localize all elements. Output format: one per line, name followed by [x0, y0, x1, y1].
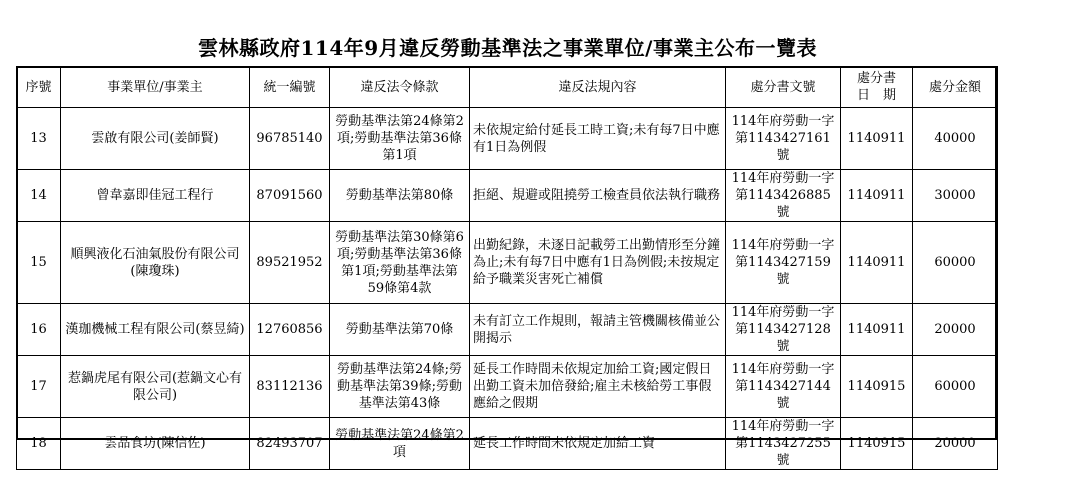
page-title: 雲林縣政府114年9月違反勞動基準法之事業單位/事業主公布一覽表 — [198, 36, 817, 60]
header-content: 違反法規內容 — [470, 67, 726, 108]
cell-id: 12760856 — [250, 304, 330, 356]
cell-seq: 18 — [17, 418, 61, 470]
cell-amount: 40000 — [913, 108, 998, 170]
cell-content: 延長工作時間未依規定加給工資 — [470, 418, 726, 470]
doc-line1: 114年府勞動一字 — [731, 238, 835, 253]
doc-line1: 114年府勞動一字 — [731, 362, 835, 377]
cell-seq: 15 — [17, 222, 61, 304]
header-id: 統一編號 — [250, 67, 330, 108]
doc-line1: 114年府勞動一字 — [731, 171, 835, 186]
cell-amount: 20000 — [913, 418, 998, 470]
cell-seq: 16 — [17, 304, 61, 356]
cell-doc — [726, 108, 841, 170]
cell-content: 未有訂立工作規則，報請主管機關核備並公開揭示 — [470, 304, 726, 356]
table-row — [17, 108, 998, 170]
doc-line1: 114年府勞動一字 — [731, 419, 835, 434]
table-row — [17, 170, 998, 222]
cell-id: 83112136 — [250, 356, 330, 418]
cell-date: 1140911 — [841, 222, 913, 304]
header-seq: 序號 — [17, 67, 61, 108]
violation-table — [16, 66, 998, 470]
cell-unit: 順興液化石油氣股份有限公司(陳瓊珠) — [61, 222, 250, 304]
cell-content: 未依規定給付延長工時工資;未有每7日中應有1日為例假 — [470, 108, 726, 170]
header-row — [17, 67, 998, 108]
cell-id: 82493707 — [250, 418, 330, 470]
cell-amount: 60000 — [913, 356, 998, 418]
cell-doc — [726, 418, 841, 470]
cell-unit: 惹鍋虎尾有限公司(惹鍋文心有限公司) — [61, 356, 250, 418]
table-row — [17, 356, 998, 418]
doc-line2: 第1143427255號 — [735, 436, 831, 468]
doc-line1: 114年府勞動一字 — [731, 305, 835, 320]
cell-id: 89521952 — [250, 222, 330, 304]
cell-law: 勞動基準法第24條;勞動基準法第39條;勞動基準法第43條 — [330, 356, 470, 418]
doc-line2: 第1143427128號 — [735, 322, 831, 354]
cell-seq: 14 — [17, 170, 61, 222]
cell-law: 勞動基準法第24條第2項;勞動基準法第36條第1項 — [330, 108, 470, 170]
cell-law: 勞動基準法第70條 — [330, 304, 470, 356]
cell-date: 1140911 — [841, 170, 913, 222]
cell-content: 拒絕、規避或阻撓勞工檢查員依法執行職務 — [470, 170, 726, 222]
doc-line2: 第1143427161號 — [735, 131, 831, 163]
cell-unit: 雲品食坊(陳信佐) — [61, 418, 250, 470]
cell-date: 1140911 — [841, 304, 913, 356]
header-date-line2: 日 期 — [856, 88, 896, 103]
cell-unit: 曾韋嘉即佳冠工程行 — [61, 170, 250, 222]
cell-unit: 漢珈機械工程有限公司(蔡昱綺) — [61, 304, 250, 356]
table-row — [17, 222, 998, 304]
cell-amount: 20000 — [913, 304, 998, 356]
cell-date: 1140915 — [841, 356, 913, 418]
doc-line2: 第1143427144號 — [735, 379, 831, 411]
cell-amount: 30000 — [913, 170, 998, 222]
header-law: 違反法令條款 — [330, 67, 470, 108]
cell-id: 96785140 — [250, 108, 330, 170]
header-doc: 處分書文號 — [726, 67, 841, 108]
cell-content: 延長工作時間未依規定加給工資;國定假日出勤工資未加倍發給;雇主未核給勞工事假應給之假期 — [470, 356, 726, 418]
cell-law: 勞動基準法第80條 — [330, 170, 470, 222]
cell-seq: 17 — [17, 356, 61, 418]
cell-law: 勞動基準法第24條第2項 — [330, 418, 470, 470]
table-row — [17, 304, 998, 356]
header-amount: 處分金額 — [913, 67, 998, 108]
cell-doc — [726, 170, 841, 222]
cell-content: 出勤紀錄，未逐日記載勞工出勤情形至分鐘為止;未有每7日中應有1日為例假;未按規定給予職業災害死亡補償 — [470, 222, 726, 304]
header-date — [841, 67, 913, 108]
cell-date: 1140915 — [841, 418, 913, 470]
cell-date: 1140911 — [841, 108, 913, 170]
cell-id: 87091560 — [250, 170, 330, 222]
cell-doc — [726, 356, 841, 418]
doc-line2: 第1143427159號 — [735, 255, 831, 287]
cell-doc — [726, 304, 841, 356]
header-date-line1: 處分書 — [856, 71, 896, 86]
header-unit: 事業單位/事業主 — [61, 67, 250, 108]
cell-doc — [726, 222, 841, 304]
doc-line2: 第1143426885號 — [735, 188, 831, 220]
doc-line1: 114年府勞動一字 — [731, 114, 835, 129]
cell-unit: 雲啟有限公司(姜師賢) — [61, 108, 250, 170]
cell-amount: 60000 — [913, 222, 998, 304]
table-row — [17, 418, 998, 470]
cell-law: 勞動基準法第30條第6項;勞動基準法第36條第1項;勞動基準法第59條第4款 — [330, 222, 470, 304]
cell-seq: 13 — [17, 108, 61, 170]
